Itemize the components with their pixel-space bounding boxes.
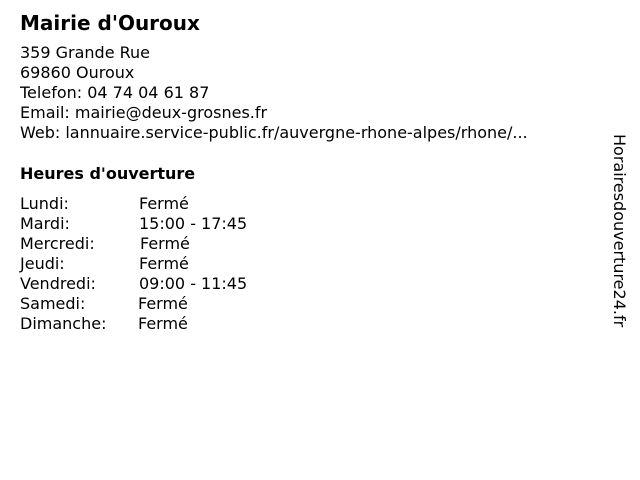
hours-value: 09:00 - 11:45 bbox=[139, 274, 248, 293]
hours-value: 15:00 - 17:45 bbox=[139, 214, 248, 233]
opening-hours-heading: Heures d'ouverture bbox=[20, 164, 196, 183]
site-watermark: Horairesdouverture24.fr bbox=[610, 134, 629, 328]
postal-city: 69860 Ouroux bbox=[20, 63, 135, 82]
hours-value: Fermé bbox=[140, 234, 190, 253]
day-label: Samedi: bbox=[20, 294, 86, 313]
page-title: Mairie d'Ouroux bbox=[20, 11, 200, 35]
contact-block bbox=[20, 43, 528, 143]
day-label: Mardi: bbox=[20, 214, 70, 233]
hours-value: Fermé bbox=[139, 194, 189, 213]
day-label: Dimanche: bbox=[20, 314, 107, 333]
street-address: 359 Grande Rue bbox=[20, 43, 151, 62]
day-label: Lundi: bbox=[20, 194, 69, 213]
hours-value: Fermé bbox=[138, 294, 188, 313]
hours-value: Fermé bbox=[139, 254, 189, 273]
phone-number: Telefon: 04 74 04 61 87 bbox=[20, 83, 210, 102]
hours-value: Fermé bbox=[138, 314, 188, 333]
day-label: Vendredi: bbox=[20, 274, 96, 293]
day-label: Mercredi: bbox=[20, 234, 95, 253]
website-link: Web: lannuaire.service-public.fr/auvergne-rhone-alpes/rhone/... bbox=[20, 123, 528, 142]
day-label: Jeudi: bbox=[20, 254, 65, 273]
email-address: Email: mairie@deux-grosnes.fr bbox=[20, 103, 268, 122]
